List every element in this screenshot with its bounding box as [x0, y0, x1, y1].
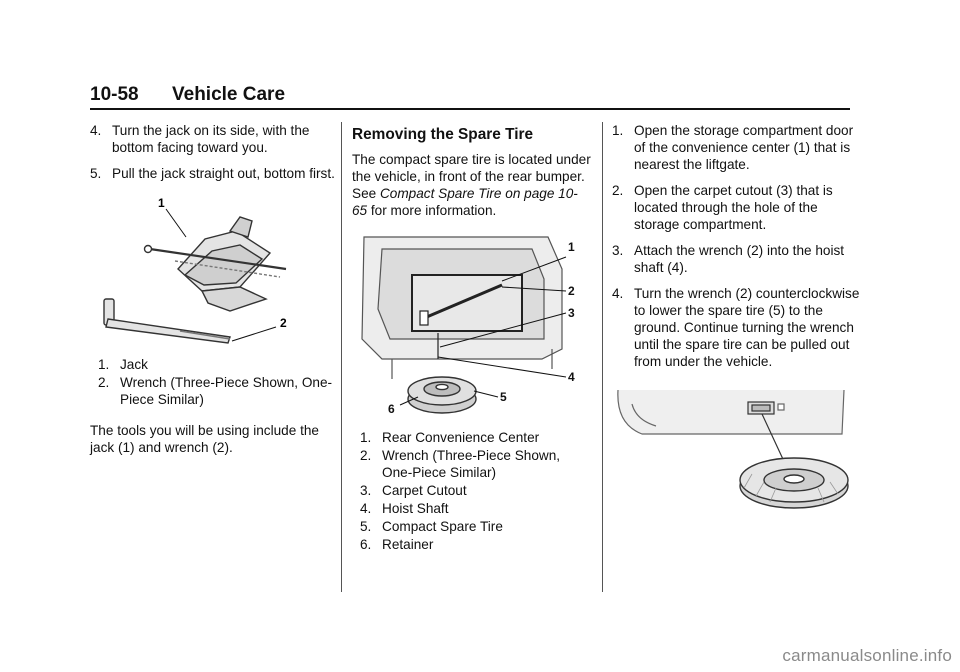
step-item	[90, 165, 336, 182]
step-item	[612, 285, 860, 370]
step-text: Turn the wrench (2) counterclockwise to lower the spare tire (5) to the ground. Continue turning the wrench until the spare tire can be pulled out from under the vehicle.	[634, 286, 860, 369]
section-heading: Removing the Spare Tire	[352, 126, 534, 143]
step-number: 3.	[612, 243, 624, 258]
step-number: 2.	[612, 183, 624, 198]
caption-number: 3.	[360, 483, 372, 498]
spare-tire-location-illustration	[352, 229, 588, 421]
caption-item	[360, 482, 592, 499]
caption-number: 1.	[360, 430, 372, 445]
caption-number: 2.	[360, 448, 372, 463]
caption-text: Wrench (Three-Piece Shown, One-Piece Similar)	[120, 375, 333, 407]
watermark: carmanualsonline.info	[782, 646, 952, 665]
caption-number: 5.	[360, 519, 372, 534]
section-title: Vehicle Care	[172, 84, 286, 105]
step-number: 4.	[612, 286, 624, 301]
page-number: 10-58	[90, 84, 139, 105]
step-item	[612, 122, 860, 173]
step-number: 5.	[90, 166, 102, 181]
step-number: 4.	[90, 123, 102, 138]
figure-captions	[360, 429, 592, 553]
caption-item	[98, 356, 336, 373]
step-item	[612, 182, 860, 233]
figure-callout: 6	[388, 402, 395, 416]
caption-item	[360, 518, 592, 535]
page-header	[90, 82, 850, 110]
figure-callout: 1	[158, 196, 165, 210]
step-text: Open the carpet cutout (3) that is located through the hole of the storage compartment.	[634, 183, 833, 232]
caption-text: Compact Spare Tire	[382, 519, 503, 534]
intro-text-end: for more information.	[367, 203, 497, 218]
caption-item	[360, 500, 592, 517]
cross-reference-link[interactable]: Compact Spare Tire on page 10-65	[352, 186, 578, 218]
caption-number: 4.	[360, 501, 372, 516]
column-left	[90, 122, 336, 466]
figure-captions	[98, 356, 336, 408]
caption-item	[98, 374, 336, 408]
intro-text: The compact spare tire is located under the vehicle, in front of the rear bumper. See	[352, 152, 591, 201]
caption-number: 2.	[98, 375, 110, 390]
figure-callout: 2	[568, 284, 575, 298]
caption-text: Hoist Shaft	[382, 501, 449, 516]
column-divider	[341, 122, 342, 592]
step-number: 1.	[612, 123, 624, 138]
caption-number: 1.	[98, 357, 110, 372]
jack-wrench-illustration	[90, 191, 336, 356]
caption-item	[360, 536, 592, 553]
caption-text: Carpet Cutout	[382, 483, 467, 498]
step-text: Pull the jack straight out, bottom first.	[112, 166, 335, 181]
column-divider	[602, 122, 603, 592]
step-text: Attach the wrench (2) into the hoist shaft (4).	[634, 243, 845, 275]
caption-text: Rear Convenience Center	[382, 430, 540, 445]
step-text: Open the storage compartment door of the convenience center (1) that is nearest the liftgate.	[634, 123, 854, 172]
figure-callout: 3	[568, 306, 575, 320]
step-item	[612, 242, 860, 276]
caption-text: Wrench (Three-Piece Shown, One-Piece Similar)	[382, 448, 561, 480]
step-item	[90, 122, 336, 156]
body-paragraph	[352, 151, 592, 219]
caption-item	[360, 429, 592, 446]
body-paragraph: The tools you will be using include the jack (1) and wrench (2).	[90, 423, 319, 455]
spare-tire-lowered-illustration	[612, 384, 852, 514]
step-text: Turn the jack on its side, with the bottom facing toward you.	[112, 123, 310, 155]
figure-callout: 4	[568, 370, 575, 384]
caption-text: Jack	[120, 357, 148, 372]
caption-text: Retainer	[382, 537, 434, 552]
column-middle	[352, 122, 592, 554]
header-rule	[90, 108, 850, 110]
figure-callout: 2	[280, 316, 287, 330]
caption-number: 6.	[360, 537, 372, 552]
caption-item	[360, 447, 592, 481]
figure-callout: 5	[500, 390, 507, 404]
column-right	[612, 122, 860, 514]
figure-callout: 1	[568, 240, 575, 254]
